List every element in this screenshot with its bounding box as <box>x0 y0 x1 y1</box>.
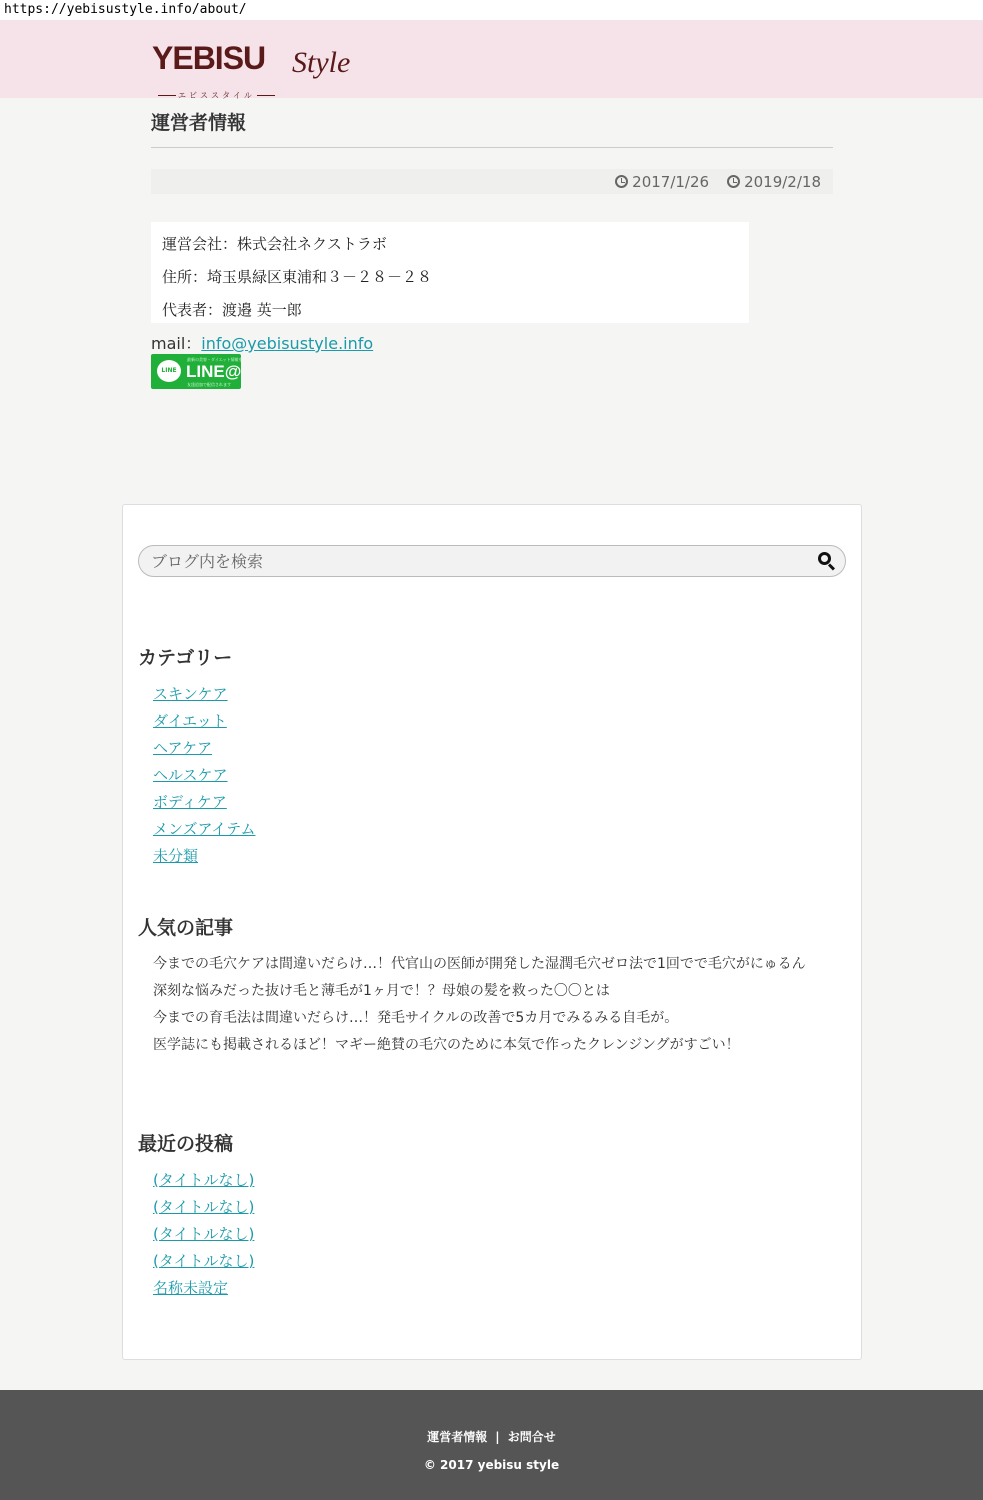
list-item <box>153 735 255 762</box>
list-item <box>153 1221 254 1248</box>
category-link[interactable]: スキンケア <box>153 685 228 703</box>
sidebar <box>122 504 862 1360</box>
list-item <box>153 1275 254 1302</box>
category-link[interactable]: ヘアケア <box>153 739 213 757</box>
search-box <box>138 545 846 577</box>
recent-post-link[interactable]: (タイトルなし) <box>153 1171 255 1189</box>
line-badge-caption-top: 最新の美容・ダイエット情報を <box>187 357 243 362</box>
representative-line: 代表者：渡邉 英一郎 <box>162 301 302 319</box>
footer-separator: | <box>495 1430 500 1444</box>
category-link[interactable]: 未分類 <box>153 847 199 865</box>
list-item <box>153 762 255 789</box>
site-footer <box>0 1390 983 1500</box>
title-divider <box>151 147 833 148</box>
search-button[interactable] <box>817 551 837 571</box>
search-input[interactable] <box>151 546 811 576</box>
updated-date-text: 2019/2/18 <box>744 172 821 191</box>
published-date-text: 2017/1/26 <box>632 172 710 191</box>
list-item <box>153 843 255 870</box>
logo-main-text: YEBISU <box>152 40 266 76</box>
recent-post-link[interactable]: (タイトルなし) <box>153 1225 255 1243</box>
popular-item[interactable]: 今までの育毛法は間違いだらけ…！発毛サイクルの改善で5カ月でみるみる自毛が。 <box>153 1010 679 1026</box>
recent-title: 最近の投稿 <box>138 1133 234 1155</box>
line-add-friend-button[interactable] <box>151 354 241 389</box>
url-bar[interactable]: https://yebisustyle.info/about/ <box>0 0 983 20</box>
popular-item[interactable]: 医学誌にも掲載されるほど！マギー絶賛の毛穴のために本気で作ったクレンジングがすごい！ <box>153 1037 740 1053</box>
mail-link[interactable]: info@yebisustyle.info <box>201 334 374 353</box>
logo-subtitle: エビススタイル <box>156 90 277 101</box>
operator-info-box <box>151 222 749 323</box>
company-line: 運営会社：株式会社ネクストラボ <box>162 235 387 253</box>
clock-icon <box>615 175 628 188</box>
category-link[interactable]: ボディケア <box>153 793 227 811</box>
popular-list <box>153 954 843 1062</box>
categories-list <box>153 681 255 870</box>
post-date-bar <box>151 169 833 194</box>
footer-link-contact[interactable]: お問合せ <box>507 1430 556 1444</box>
published-date <box>615 173 709 191</box>
list-item <box>153 816 255 843</box>
list-item <box>153 1194 254 1221</box>
logo-script-text: Style <box>292 46 351 79</box>
mail-label: mail： <box>151 334 202 353</box>
popular-title: 人気の記事 <box>138 917 234 939</box>
category-link[interactable]: ヘルスケア <box>153 766 228 784</box>
list-item <box>153 708 255 735</box>
recent-post-link[interactable]: 名称未設定 <box>153 1279 229 1297</box>
search-icon-handle <box>828 563 835 570</box>
line-badge-caption-bottom: 友達追加で配信されます <box>187 382 231 387</box>
list-item <box>153 1248 254 1275</box>
recent-list <box>153 1167 254 1302</box>
popular-item[interactable]: 深刻な悩みだった抜け毛と薄毛が1ヶ月で！？母娘の髪を救った〇〇とは <box>153 983 610 999</box>
site-header <box>0 20 983 98</box>
copyright: © 2017 yebisu style <box>423 1458 560 1472</box>
page-title: 運営者情報 <box>151 112 247 134</box>
line-badge-label: LINE@ <box>186 362 242 381</box>
list-item <box>153 789 255 816</box>
categories-title: カテゴリー <box>138 647 233 669</box>
footer-link-about[interactable]: 運営者情報 <box>427 1430 488 1444</box>
list-item <box>153 1167 254 1194</box>
popular-item[interactable]: 今までの毛穴ケアは間違いだらけ…！代官山の医師が開発した湿潤毛穴ゼロ法で1回でで毛穴がにゅるん <box>153 956 806 972</box>
line-icon: LINE <box>157 360 181 382</box>
mail-line <box>151 331 373 354</box>
recent-post-link[interactable]: (タイトルなし) <box>153 1198 255 1216</box>
history-icon <box>727 175 740 188</box>
recent-post-link[interactable]: (タイトルなし) <box>153 1252 255 1270</box>
category-link[interactable]: ダイエット <box>153 712 227 730</box>
category-link[interactable]: メンズアイテム <box>153 820 256 838</box>
updated-date <box>727 173 821 191</box>
footer-nav <box>0 1428 983 1445</box>
site-logo[interactable] <box>152 40 372 100</box>
address-line: 住所：埼玉県緑区東浦和３－２８－２８ <box>162 268 433 286</box>
list-item <box>153 681 255 708</box>
